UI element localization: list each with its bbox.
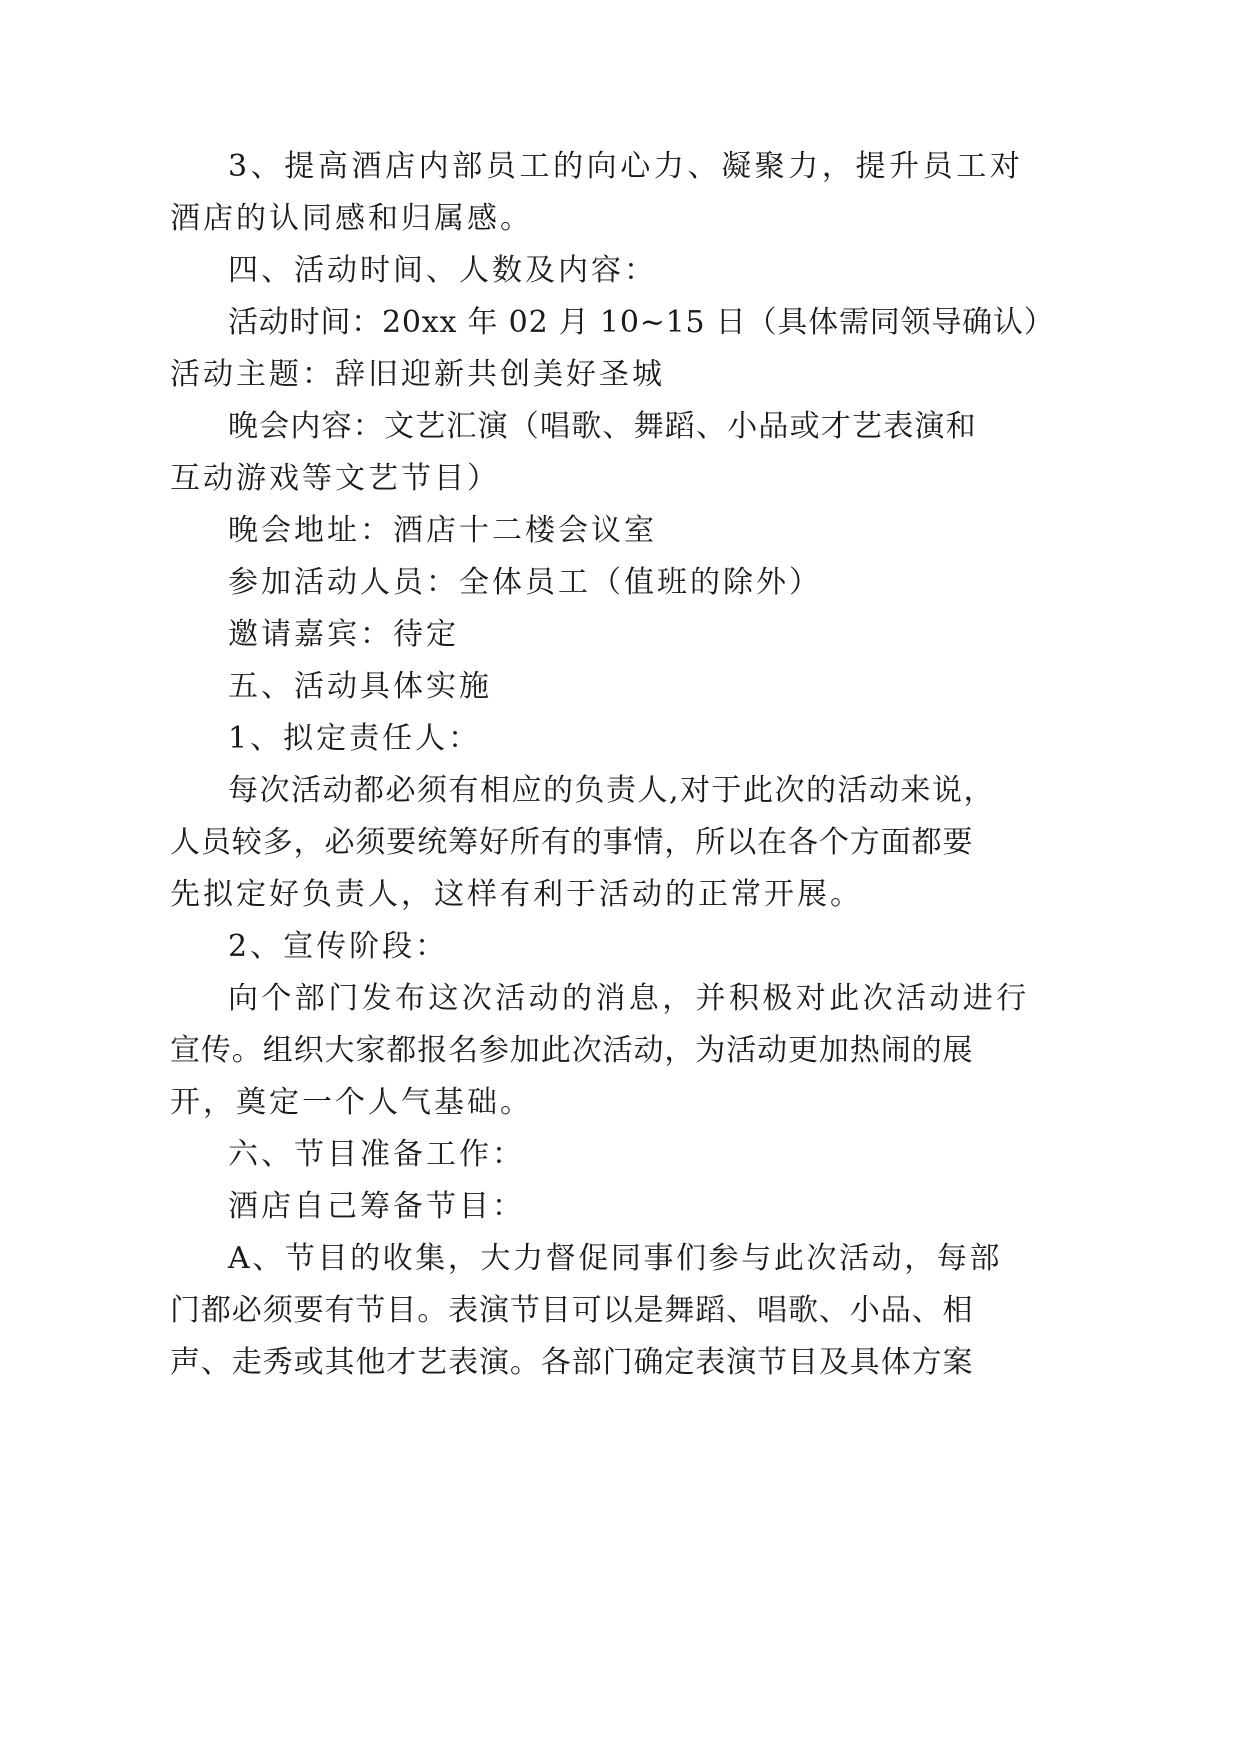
program-collection-line-2: 门都必须要有节目。表演节目可以是舞蹈、唱歌、小品、相 bbox=[170, 1293, 974, 1328]
program-collection-line-3: 声、走秀或其他才艺表演。各部门确定表演节目及具体方案 bbox=[170, 1345, 974, 1380]
step-1-body-line-2: 人员较多，必须要统筹好所有的事情，所以在各个方面都要 bbox=[170, 825, 974, 860]
section-5-heading: 五、活动具体实施 bbox=[228, 669, 492, 704]
step-1-body-line-3: 先拟定好负责人，这样有利于活动的正常开展。 bbox=[170, 877, 863, 912]
section-6-heading: 六、节目准备工作： bbox=[228, 1137, 525, 1172]
party-location: 晚会地址：酒店十二楼会议室 bbox=[228, 513, 657, 548]
step-2-body-line-2: 宣传。组织大家都报名参加此次活动，为活动更加热闹的展 bbox=[170, 1033, 974, 1068]
step-2-body-line-1: 向个部门发布这次活动的消息，并积极对此次活动进行 bbox=[228, 981, 1030, 1016]
party-content-line-1: 晚会内容：文艺汇演（唱歌、舞蹈、小品或才艺表演和 bbox=[228, 409, 977, 444]
step-1-body-line-1: 每次活动都必须有相应的负责人,对于此次的活动来说， bbox=[228, 773, 996, 808]
activity-time: 活动时间：20xx 年 02 月 10~15 日（具体需同领导确认） bbox=[228, 305, 1055, 340]
hotel-programs-heading: 酒店自己筹备节目： bbox=[228, 1189, 525, 1224]
party-content-line-2: 互动游戏等文艺节目） bbox=[170, 461, 500, 496]
section-4-heading: 四、活动时间、人数及内容： bbox=[228, 253, 657, 288]
guests: 邀请嘉宾：待定 bbox=[228, 617, 459, 652]
paragraph-goal-3-line-1: 3、提高酒店内部员工的向心力、凝聚力，提升员工对 bbox=[228, 149, 1024, 184]
step-2-body-line-3: 开，奠定一个人气基础。 bbox=[170, 1085, 533, 1120]
step-2-heading: 2、宣传阶段： bbox=[228, 929, 449, 964]
step-1-heading: 1、拟定责任人： bbox=[228, 721, 482, 756]
program-collection-line-1: A、节目的收集，大力督促同事们参与此次活动，每部 bbox=[228, 1241, 1003, 1276]
activity-theme: 活动主题：辞旧迎新共创美好圣城 bbox=[170, 357, 665, 392]
paragraph-goal-3-line-2: 酒店的认同感和归属感。 bbox=[170, 201, 533, 236]
participants: 参加活动人员：全体员工（值班的除外） bbox=[228, 565, 822, 600]
